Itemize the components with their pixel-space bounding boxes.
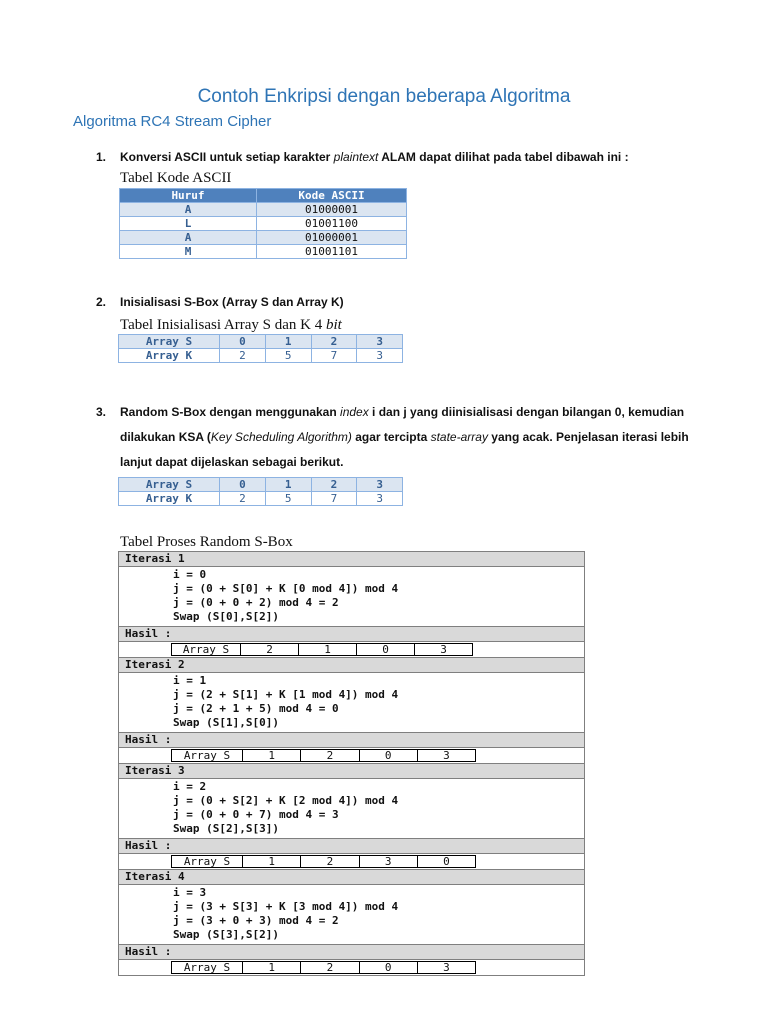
table-row: A 01000001: [120, 231, 407, 245]
iteration-result: [119, 749, 584, 764]
step-3-line-1: Random S-Box dengan menggunakan index i dan j yang diinisialisasi dengan bilangan 0, kemudian: [120, 405, 685, 419]
hasil-label: Hasil :: [119, 627, 584, 642]
iteration-header: Iterasi 1: [119, 552, 584, 567]
init-array-table: [118, 334, 403, 363]
iteration-header: Iterasi 4: [119, 870, 584, 885]
section-subtitle: Algoritma RC4 Stream Cipher: [73, 113, 272, 130]
init-table-caption: Tabel Inisialisasi Array S dan K 4 bit: [120, 317, 342, 333]
ascii-table: [119, 188, 407, 259]
result-array-table: [171, 961, 476, 974]
table-row: Array K 2 5 7 3: [119, 492, 403, 506]
table-row: Array S 0 1 2 3: [119, 478, 403, 492]
table-row: L 01001100: [120, 217, 407, 231]
result-array-table: [171, 855, 476, 868]
document-title: Contoh Enkripsi dengan beberapa Algoritma: [197, 86, 571, 107]
iteration-steps: i = 0 j = (0 + S[0] + K [0 mod 4]) mod 4 j = (0 + 0 + 2) mod 4 = 2 Swap (S[0],S[2]): [119, 567, 584, 627]
hasil-label: Hasil :: [119, 733, 584, 748]
step-2-text: Inisialisasi S-Box (Array S dan Array K): [120, 295, 344, 309]
ascii-header-code: Kode ASCII: [257, 189, 407, 203]
table-row: Array K 2 5 7 3: [119, 349, 403, 363]
step-1-number: 1.: [96, 150, 107, 164]
ascii-header-letter: Huruf: [120, 189, 257, 203]
table-row: Array S 0 1 2 3: [119, 335, 403, 349]
iteration-steps: i = 3 j = (3 + S[3] + K [3 mod 4]) mod 4 j = (3 + 0 + 3) mod 4 = 2 Swap (S[3],S[2]): [119, 885, 584, 945]
step-3-line-2: dilakukan KSA (Key Scheduling Algorithm) agar tercipta state-array yang acak. Penjelasan iterasi lebih: [120, 430, 689, 444]
iteration-steps: i = 1 j = (2 + S[1] + K [1 mod 4]) mod 4 j = (2 + 1 + 5) mod 4 = 0 Swap (S[1],S[0]): [119, 673, 584, 733]
table-row: Array S 1 2 3 0: [172, 856, 476, 868]
iteration-steps: i = 2 j = (0 + S[2] + K [2 mod 4]) mod 4 j = (0 + 0 + 7) mod 4 = 3 Swap (S[2],S[3]): [119, 779, 584, 839]
iteration-result: [119, 961, 584, 975]
step-3-number: 3.: [96, 405, 107, 419]
iteration-result: [119, 855, 584, 870]
hasil-label: Hasil :: [119, 945, 584, 960]
result-array-table: [171, 643, 473, 656]
table-row: Array S 2 1 0 3: [172, 644, 473, 656]
step-1-text: Konversi ASCII untuk setiap karakter plaintext ALAM dapat dilihat pada tabel dibawah ini :: [120, 150, 629, 164]
step-2-number: 2.: [96, 295, 107, 309]
step-3-line-3: lanjut dapat dijelaskan sebagai berikut.: [120, 455, 344, 469]
table-row: Array S 1 2 0 3: [172, 962, 476, 974]
table-row: A 01000001: [120, 203, 407, 217]
table-row: M 01001101: [120, 245, 407, 259]
result-array-table: [171, 749, 476, 762]
random-sbox-table: [118, 551, 585, 976]
random-array-table: [118, 477, 403, 506]
iteration-result: [119, 643, 584, 658]
sbox-table-caption: Tabel Proses Random S-Box: [120, 534, 293, 550]
hasil-label: Hasil :: [119, 839, 584, 854]
table-row: Array S 1 2 0 3: [172, 750, 476, 762]
ascii-table-caption: Tabel Kode ASCII: [120, 170, 232, 186]
iteration-header: Iterasi 2: [119, 658, 584, 673]
iteration-header: Iterasi 3: [119, 764, 584, 779]
